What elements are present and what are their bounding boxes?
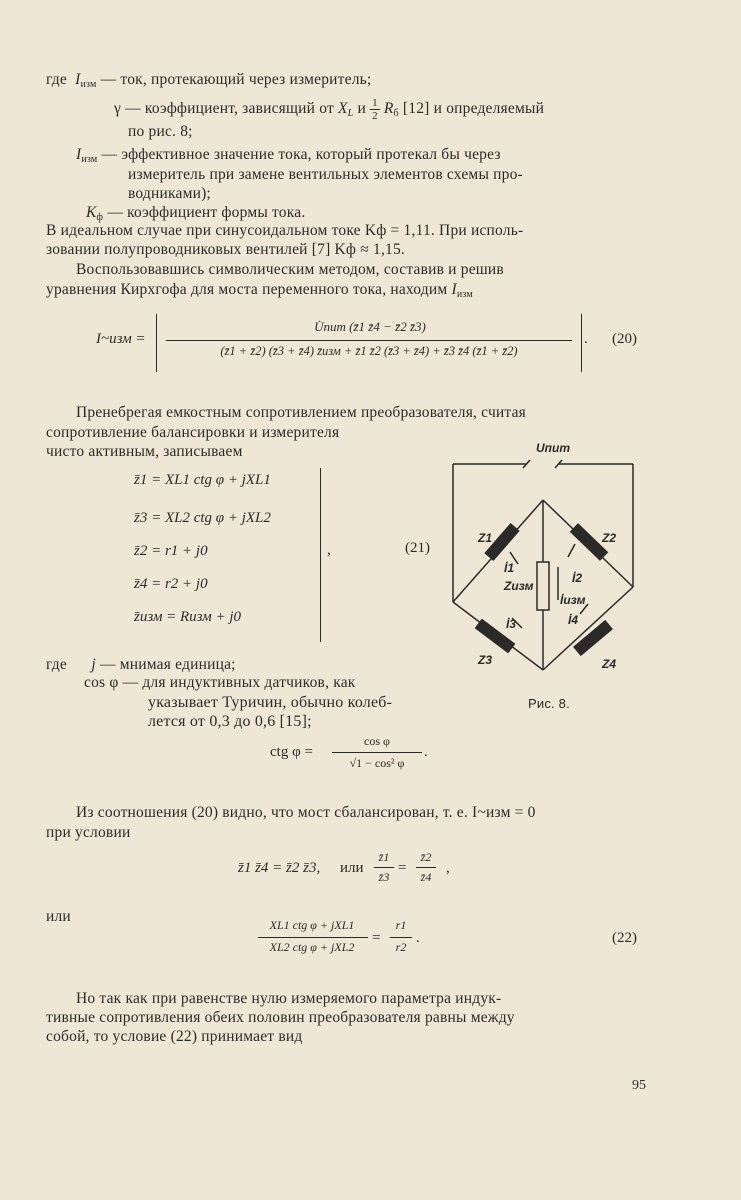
eq22-rden: r2 (395, 940, 407, 954)
eq22-eq: = (372, 930, 381, 946)
para5-line3: собой, то условие (22) принимает вид (46, 1028, 303, 1045)
def-cos-cont2: лется от 0,3 до 0,6 [15]; (148, 713, 312, 730)
ctg-den: √1 − cos² φ (349, 756, 405, 770)
eq20-number: (20) (612, 331, 637, 347)
eq22-number: (22) (612, 930, 637, 946)
eq20-lhs: I~изм = (96, 331, 146, 347)
bal-eq: = (398, 860, 407, 876)
ili-word: или (46, 908, 71, 925)
eq22-rnum: r1 (395, 918, 407, 932)
def-j: где j — мнимая единица; (46, 656, 236, 673)
eq22-den: XL2 ctg φ + jXL2 (269, 940, 355, 954)
eq21-brace (316, 468, 321, 642)
page-number: 95 (632, 1078, 646, 1093)
def-effective-cont1: измеритель при замене вентильных элементов схемы про- (128, 166, 523, 183)
para3-line3: чисто активным, записываем (46, 443, 243, 460)
bal-frac2-num: z̄2 (420, 850, 432, 864)
eq20-numerator: U̇пит (z̄1 z̄4 − z̄2 z̄3) (314, 319, 426, 334)
bal-frac2-den: z̄4 (420, 870, 432, 884)
def-current: где Iизм — ток, протекающий через измеритель; (46, 71, 372, 90)
def-cos: cos φ — для индуктивных датчиков, как (84, 674, 356, 691)
label-i2: İ2 (572, 571, 583, 585)
figure-caption: Рис. 8. (528, 696, 570, 711)
ctg-lhs: ctg φ = (270, 744, 313, 760)
para2-line1: Воспользовавшись символическим методом, составив и решив (76, 261, 504, 278)
eq21-row4: z̄4 = r2 + j0 (134, 576, 208, 592)
para2-line2: уравнения Кирхгофа для моста переменного тока, находим Iизм (46, 281, 473, 300)
ctg-bar (332, 752, 422, 753)
bal-ili: или (340, 860, 364, 876)
label-z3: Z3 (478, 653, 493, 667)
ctg-num: cos φ (364, 734, 390, 748)
para4-line2: при условии (46, 824, 131, 841)
para3-line1: Пренебрегая емкостным сопротивлением преобразователя, считая (76, 404, 527, 421)
eq20-denominator: (z̄1 + z̄2) (z̄3 + z̄4) z̄изм + z̄1 z̄2 (z̄3 + z̄4) + z̄3 z̄4 (z̄1 + z̄2) (220, 344, 518, 358)
eq21-row1: z̄1 = XL1 ctg φ + jXL1 (134, 472, 271, 488)
eq21-number: (21) (405, 540, 430, 556)
eq20-dot: . (584, 331, 588, 347)
def-gamma-cont: по рис. 8; (128, 123, 193, 140)
eq20-fraction-bar (166, 340, 572, 341)
label-z1: Z1 (478, 531, 493, 545)
ctg-dot: . (424, 744, 428, 760)
para3-line2: сопротивление балансировки и измерителя (46, 424, 340, 441)
para1-line1: В идеальном случае при синусоидальном токе Kф = 1,11. При исполь- (46, 222, 524, 239)
eq21-row2: z̄3 = XL2 ctg φ + jXL2 (134, 510, 271, 526)
label-iizm: İизм (560, 593, 586, 607)
eq22-bar (258, 937, 368, 938)
para1-line2: зовании полупроводниковых вентилей [7] Kф ≈ 1,15. (46, 241, 405, 258)
label-i1: İ1 (504, 561, 515, 575)
label-i4: İ4 (568, 613, 579, 627)
def-effective-cont2: водниками); (128, 185, 211, 202)
def-gamma: γ — коэффициент, зависящий от XL и $\frac{1}{2}$ Rб [12] и определяемый (114, 97, 545, 122)
para5-line1: Но так как при равенстве нулю измеряемого параметра индук- (76, 990, 502, 1007)
label-supply: Uпит (536, 441, 570, 455)
label-z2: Z2 (602, 531, 617, 545)
bal-frac2-bar (416, 867, 436, 868)
def-cos-cont1: указывает Туричин, обычно колеб- (148, 694, 393, 711)
eq21-row3: z̄2 = r1 + j0 (134, 543, 208, 559)
bal-frac1-bar (374, 867, 394, 868)
bal-comma: , (446, 860, 450, 876)
para5-line2: тивные сопротивления обеих половин преобразователя равны между (46, 1009, 515, 1026)
label-zizm: Zизм (504, 579, 534, 593)
eq21-row5: z̄изм = Rизм + j0 (134, 609, 242, 625)
eq21-comma: , (327, 542, 331, 558)
eq22-num: XL1 ctg φ + jXL1 (269, 918, 355, 932)
para4-line1: Из соотношения (20) видно, что мост сбалансирован, т. е. I~изм = 0 (76, 804, 536, 821)
label-z4: Z4 (602, 657, 617, 671)
def-effective-current: Iизм — эффективное значение тока, который протекал бы через (76, 146, 501, 165)
bal-frac1-den: z̄3 (378, 870, 390, 884)
bridge-circuit-figure (440, 432, 650, 712)
bal-left: z̄1 z̄4 = z̄2 z̄3, (238, 860, 321, 876)
def-form-factor: Kф — коэффициент формы тока. (86, 204, 306, 223)
eq22-dot: . (416, 930, 420, 946)
label-i3: İ3 (506, 617, 517, 631)
z4-block (573, 620, 613, 656)
eq22-rbar (390, 937, 412, 938)
bal-frac1-num: z̄1 (378, 850, 390, 864)
